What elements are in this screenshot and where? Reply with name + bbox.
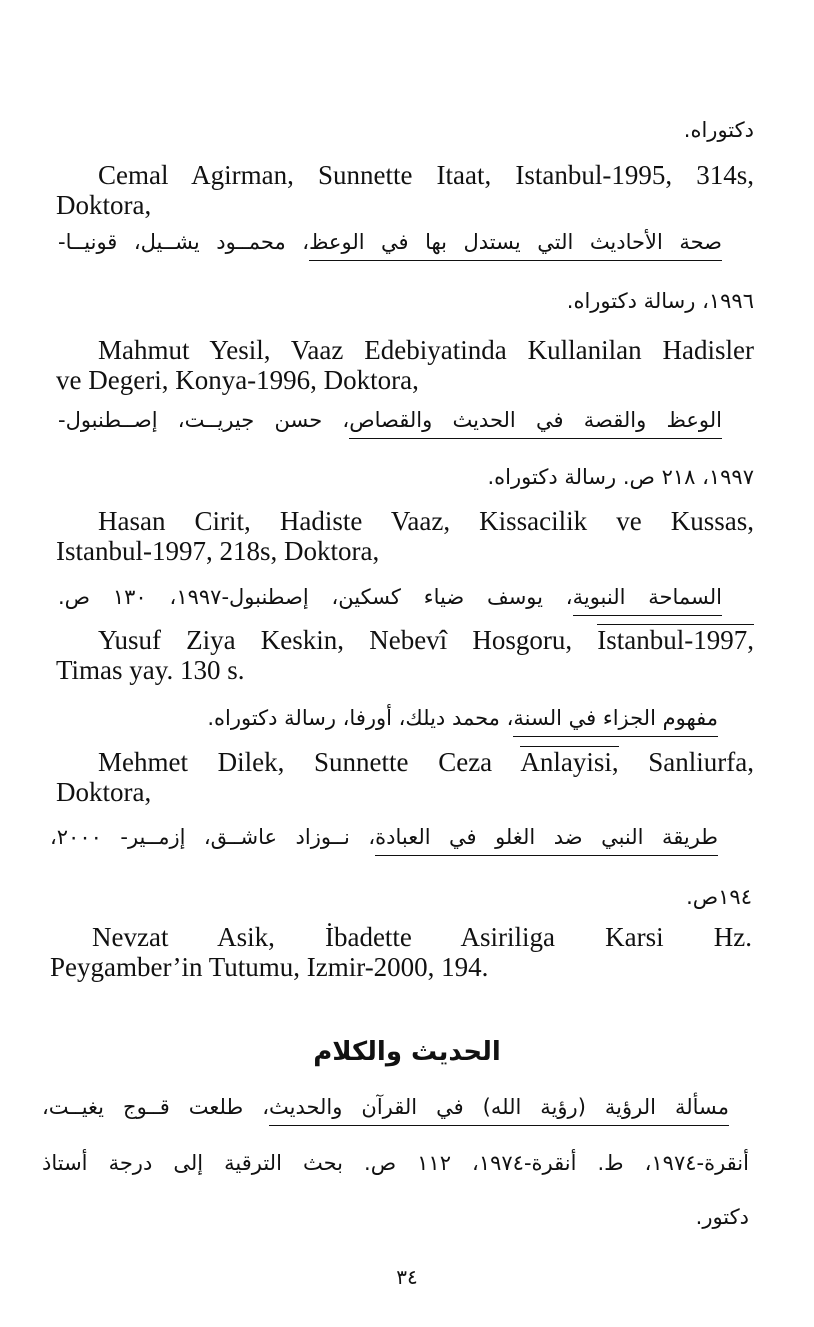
arabic-line: دكتور. [695, 1205, 749, 1229]
arabic-citation: مفهوم الجزاء في السنة، محمد ديلك، أورفا، رسالة دكتوراه. [207, 708, 718, 729]
latin-citation: Nevzat Asik, İbadette Asiriliga Karsi Hz. Peygamber’in Tutumu, Izmir-2000, 194. [50, 922, 752, 982]
latin-citation: Mahmut Yesil, Vaaz Edebiyatinda Kullanilan Hadisler ve Degeri, Konya-1996, Doktora, [56, 335, 754, 395]
latin-citation: Mehmet Dilek, Sunnette Ceza Anlayisi, Sanliurfa, Doktora, [56, 747, 755, 807]
arabic-line: أنقرة-١٩٧٤، ط. أنقرة-١٩٧٤، ١١٢ ص. بحث الترقية إلى درجة أستاذ [42, 1151, 749, 1175]
page-number: ٣٤ [396, 1265, 418, 1289]
latin-citation: Yusuf Ziya Keskin, Nebevî Hosgoru, Istanbul-1997, Timas yay. 130 s. [56, 625, 754, 685]
arabic-line: ١٩٤ص. [686, 885, 752, 909]
arabic-line: ١٩٩٧، ٢١٨ ص. رسالة دكتوراه. [487, 465, 754, 489]
section-heading: الحديث والكلام [313, 1037, 501, 1067]
arabic-citation: مسألة الرؤية (رؤية الله) في القرآن والحديث، طلعت قــوج يغيــت، [42, 1097, 729, 1118]
arabic-line: ١٩٩٦، رسالة دكتوراه. [566, 289, 754, 313]
latin-citation: Hasan Cirit, Hadiste Vaaz, Kissacilik ve Kussas, Istanbul-1997, 218s, Doktora, [56, 506, 754, 566]
latin-citation: Cemal Agirman, Sunnette Itaat, Istanbul-1995, 314s, Doktora, [56, 160, 754, 220]
arabic-citation: السماحة النبوية، يوسف ضياء كسكين، إصطنبول-١٩٩٧، ١٣٠ ص. [58, 587, 722, 608]
arabic-line: دكتوراه. [683, 118, 754, 142]
arabic-citation: صحة الأحاديث التي يستدل بها في الوعظ، محمــود يشــيل، قونيــا- [58, 232, 722, 253]
arabic-citation: الوعظ والقصة في الحديث والقصاص، حسن جيريــت، إصــطنبول- [58, 410, 722, 431]
arabic-citation: طريقة النبي ضد الغلو في العبادة، نــوزاد عاشــق، إزمــير- ٢٠٠٠، [50, 827, 718, 848]
